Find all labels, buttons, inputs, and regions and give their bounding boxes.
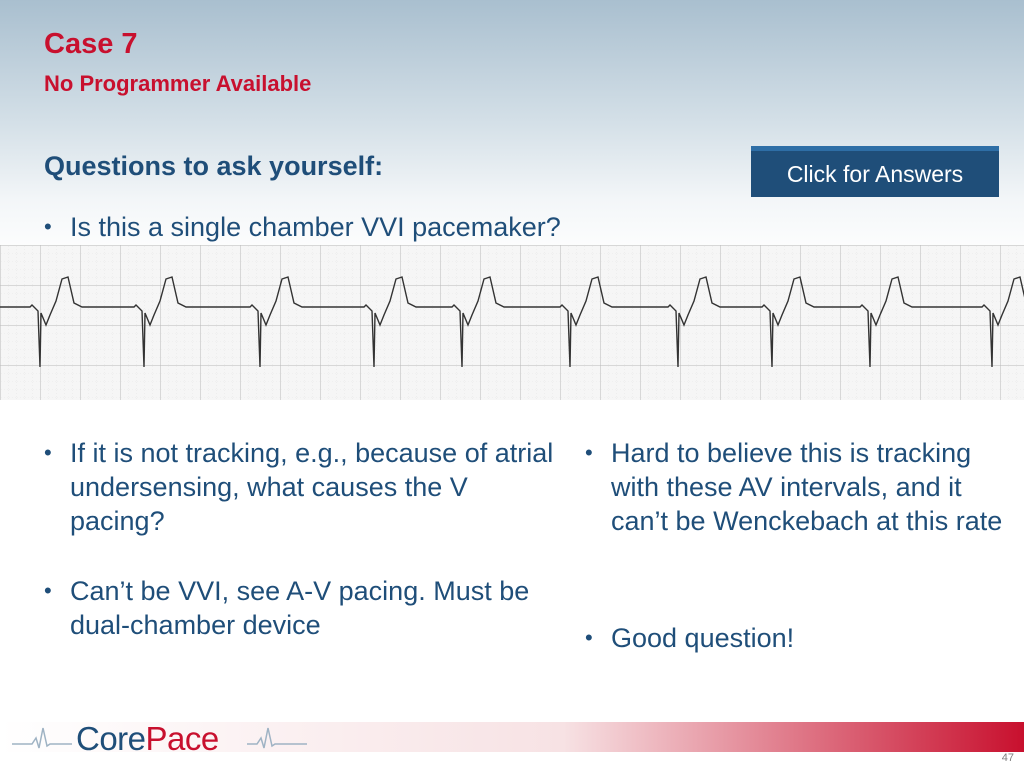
ecg-strip-image [0, 245, 1024, 400]
slide-subtitle: No Programmer Available [44, 71, 312, 96]
logo-core-text: Core [76, 720, 146, 757]
left-bullet-2: • Can’t be VVI, see A-V pacing. Must be dual-chamber device [44, 574, 564, 642]
logo-wordmark [76, 720, 219, 758]
click-for-answers-button[interactable]: Click for Answers [751, 146, 999, 197]
ecg-waveform-icon [0, 245, 1024, 400]
questions-heading: Questions to ask yourself: [44, 151, 384, 181]
logo-pace-text: Pace [145, 720, 219, 757]
left-bullet-1: • If it is not tracking, e.g., because of atrial undersensing, what causes the V pacing? [44, 436, 564, 538]
corepace-logo [12, 720, 312, 757]
page-number: 47 [1001, 752, 1014, 764]
right-bullet-2: • Good question! [585, 621, 1005, 655]
right-bullet-1: • Hard to believe this is tracking with these AV intervals, and it can’t be Wenckebach at this rate [585, 436, 1005, 538]
slide-title: Case 7 [44, 28, 138, 60]
bullet-main: • Is this a single chamber VVI pacemaker? [44, 210, 744, 244]
